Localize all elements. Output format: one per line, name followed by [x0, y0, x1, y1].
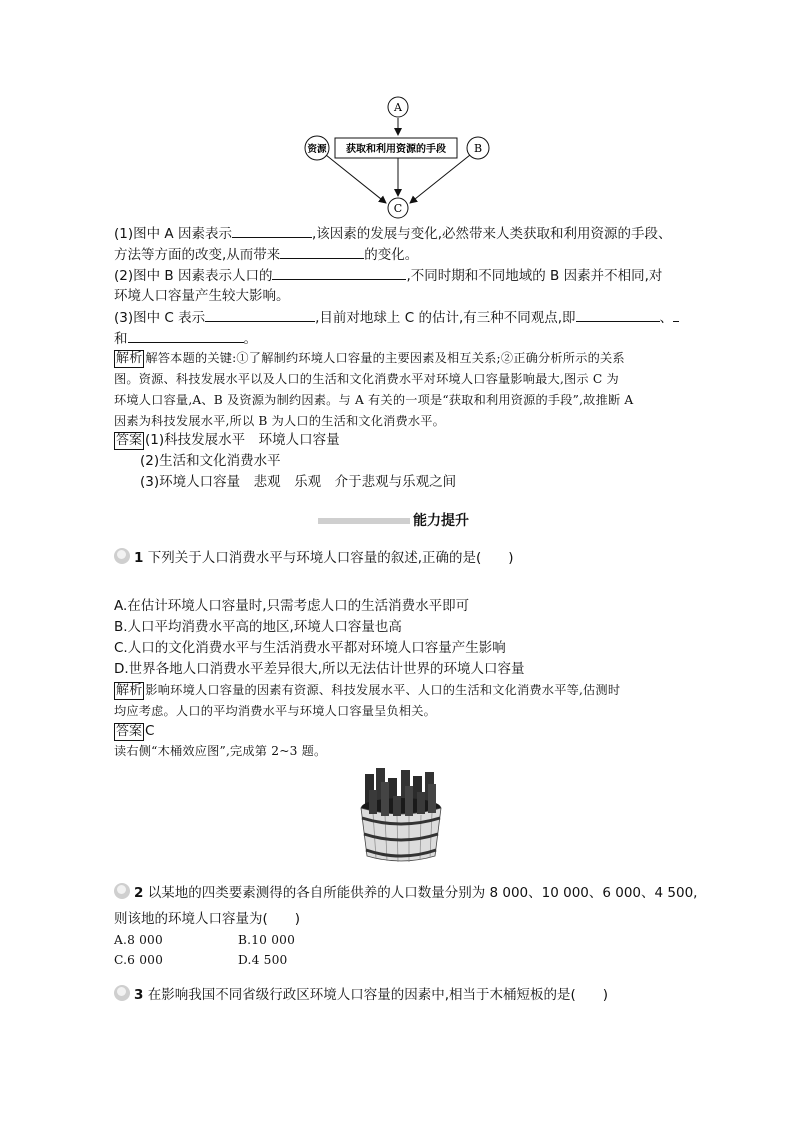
barrel-effect-image: [355, 768, 447, 864]
q1-option-d[interactable]: D.世界各地人口消费水平差异很大,所以无法估计世界的环境人口容量: [114, 661, 525, 677]
q1-answer: [114, 721, 154, 741]
text: 的变化。: [364, 247, 419, 263]
answer-blank[interactable]: [272, 265, 406, 280]
answer-blank[interactable]: [576, 307, 660, 322]
text: 。: [243, 331, 257, 347]
answer-blank[interactable]: [205, 307, 315, 322]
node-a-label: A: [394, 101, 402, 114]
section-title: 能力提升: [413, 513, 469, 529]
intro-line-1: [114, 223, 672, 244]
q1-option-a[interactable]: A.在估计环境人口容量时,只需考虑人口的生活消费水平即可: [114, 598, 470, 614]
q1-stem: [114, 548, 514, 568]
q1-analysis-line-2: [114, 701, 436, 721]
read-note: 读右侧“木桶效应图”,完成第 2~3 题。: [114, 744, 327, 758]
q2-option-c[interactable]: C.6 000: [114, 953, 164, 967]
means-box-label: 获取和利用资源的手段: [346, 144, 446, 155]
q2-option-d[interactable]: D.4 500: [238, 953, 288, 967]
analysis-tag: 解析: [116, 683, 143, 698]
q2-option-b[interactable]: B.10 000: [238, 933, 296, 947]
analysis-text: 解答本题的关键:①了解制约环境人口容量的主要因素及相互关系;②正确分析所示的关系: [145, 351, 625, 365]
question-stem: 在影响我国不同省级行政区环境人口容量的因素中,相当于木桶短板的是( ): [147, 987, 609, 1003]
question-bullet-icon: [114, 883, 132, 899]
question-bullet-icon: [114, 985, 132, 1001]
question-number: 1: [134, 550, 144, 566]
node-c-label: C: [393, 202, 403, 215]
q1-option-b[interactable]: B.人口平均消费水平高的地区,环境人口容量也高: [114, 619, 402, 635]
analysis-text: 均应考虑。人口的平均消费水平与环境人口容量呈负相关。: [114, 704, 437, 718]
analysis-tag: 解析: [116, 351, 143, 366]
answer-text: (1)科技发展水平 环境人口容量: [145, 432, 340, 448]
analysis-1-line-4: [114, 411, 445, 431]
analysis-text: 环境人口容量,A、B 及资源为制约因素。与 A 有关的一项是“获取和利用资源的手段”,故推断 A: [114, 393, 634, 407]
q2-option-a[interactable]: A.8 000: [114, 933, 163, 947]
q1-option-c[interactable]: C.人口的文化消费水平与生活消费水平都对环境人口容量产生影响: [114, 640, 506, 656]
q2-stem-line-1: [114, 883, 697, 903]
intro-line-4: [114, 286, 290, 306]
answer-tag: 答案: [116, 433, 143, 448]
answer-blank[interactable]: [280, 244, 364, 259]
q1-analysis-line-1: [114, 680, 620, 700]
answer-text: C: [145, 723, 155, 739]
intro-line-3: [114, 265, 662, 286]
text: (2)图中 B 因素表示人口的: [114, 268, 273, 284]
q3-stem: [114, 985, 608, 1005]
text: 、: [659, 310, 674, 326]
node-b-label: B: [473, 142, 483, 155]
question-bullet-icon: [114, 548, 132, 564]
analysis-1-line-3: [114, 390, 633, 410]
answer-1-line-2: [140, 451, 281, 471]
answer-1-line-3: [140, 472, 456, 492]
factor-diagram: [290, 95, 510, 220]
question-stem: 下列关于人口消费水平与环境人口容量的叙述,正确的是( ): [147, 550, 514, 566]
answer-text: (2)生活和文化消费水平: [140, 453, 281, 469]
analysis-1-line-1: [114, 348, 625, 368]
text: ,不同时期和不同地域的 B 因素并不相同,对: [406, 268, 663, 284]
text: ,该因素的发展与变化,必然带来人类获取和利用资源的手段、: [311, 226, 672, 242]
answer-tag: 答案: [116, 724, 143, 739]
answer-blank[interactable]: [673, 307, 679, 322]
question-stem: 以某地的四类要素测得的各自所能供养的人口数量分别为 8 000、10 000、6 000、4 500,: [147, 885, 698, 901]
question-number: 3: [134, 987, 144, 1003]
node-resource-label: 资源: [307, 144, 327, 155]
answer-blank[interactable]: [232, 223, 312, 238]
analysis-1-line-2: [114, 369, 619, 389]
intro-line-2: [114, 244, 418, 265]
answer-text: (3)环境人口容量 悲观 乐观 介于悲观与乐观之间: [140, 474, 457, 490]
analysis-text: 图。资源、科技发展水平以及人口的生活和文化消费水平对环境人口容量影响最大,图示 C 为: [114, 372, 619, 386]
text: ,目前对地球上 C 的估计,有三种不同观点,即: [315, 310, 576, 326]
answer-1-line-1: [114, 430, 340, 450]
intro-line-6: [114, 328, 257, 349]
text: (1)图中 A 因素表示: [114, 226, 232, 242]
q2-stem-line-2: 则该地的环境人口容量为( ): [114, 911, 301, 927]
analysis-text: 因素为科技发展水平,所以 B 为人口的生活和文化消费水平。: [114, 414, 446, 428]
analysis-text: 影响环境人口容量的因素有资源、科技发展水平、人口的生活和文化消费水平等,估测时: [145, 683, 621, 697]
intro-line-5: [114, 307, 679, 328]
text: (3)图中 C 表示: [114, 310, 206, 326]
section-bar: [318, 518, 410, 524]
text: 方法等方面的改变,从而带来: [114, 247, 281, 263]
question-number: 2: [134, 885, 144, 901]
text: 环境人口容量产生较大影响。: [114, 288, 290, 304]
text: 和: [114, 331, 128, 347]
answer-blank[interactable]: [128, 328, 244, 343]
